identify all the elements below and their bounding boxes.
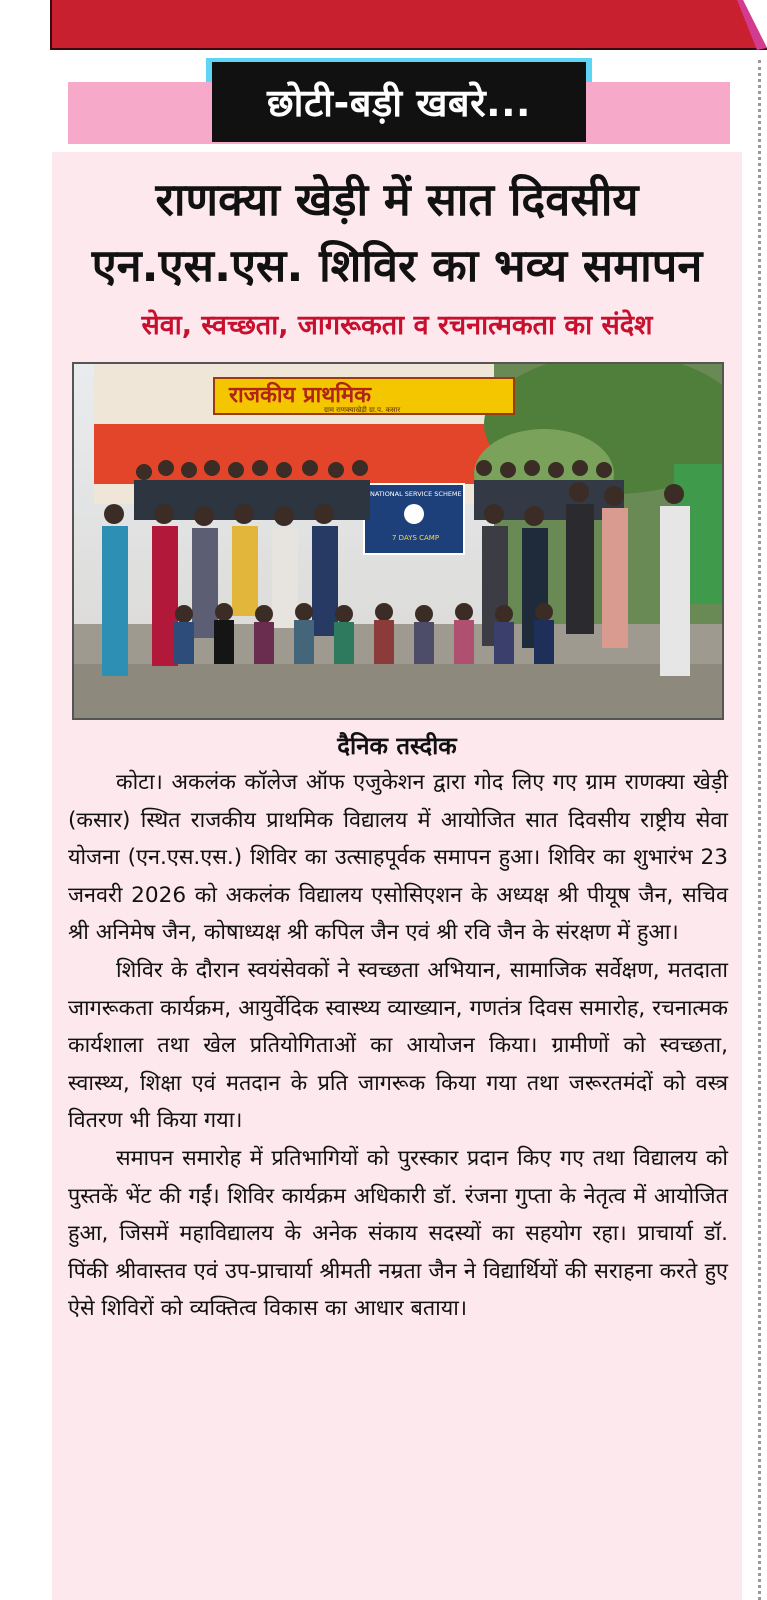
dateline: दैनिक तस्दीक bbox=[337, 732, 457, 760]
nss-banner-sub: 7 DAYS CAMP bbox=[392, 534, 440, 542]
subheadline: सेवा, स्वच्छता, जागरूकता व रचनात्मकता का संदेश bbox=[141, 310, 653, 341]
group-photo-scene bbox=[74, 364, 724, 720]
article-body bbox=[68, 764, 728, 1328]
corner-fold bbox=[707, 0, 767, 50]
paragraph-1: कोटा। अकलंक कॉलेज ऑफ एजुकेशन द्वारा गोद लिए गए ग्राम राणक्या खेड़ी (कसार) स्थित राजकीय प्राथमिक विद्यालय में आयोजित सात दिवसीय राष्ट्रीय सेवा योजना (एन.एस.एस.) शिविर का उत्साहपूर्वक समापन हुआ। शिविर का शुभारंभ 23 जनवरी 2026 को अकलंक विद्यालय एसोसिएशन के अध्यक्ष श्री पीयूष जैन, सचिव श्री अनिमेष जैन, कोषाध्यक्ष श्री कपिल जैन एवं श्री रवि जैन के संरक्षण में हुआ। bbox=[68, 770, 728, 946]
nss-banner-title: NATIONAL SERVICE SCHEME bbox=[370, 490, 462, 498]
headline-line-2: एन.एस.एस. शिविर का भव्य समापन bbox=[91, 239, 703, 292]
school-sign-text: राजकीय प्राथमिक bbox=[229, 383, 372, 408]
school-sign-subtext: ग्राम राणक्याखेड़ी ग्रा.प. कसार bbox=[324, 406, 401, 414]
top-red-band bbox=[50, 0, 767, 50]
headline-line-1: राणक्या खेड़ी में सात दिवसीय bbox=[155, 173, 639, 226]
section-label: छोटी-बड़ी खबरे... bbox=[212, 62, 586, 142]
news-article bbox=[52, 152, 742, 1600]
dotted-column-border bbox=[758, 60, 761, 1600]
paragraph-3: समापन समारोह में प्रतिभागियों को पुरस्कार प्रदान किए गए तथा विद्यालय को पुस्तकें भेंट की गईं। शिविर कार्यक्रम अधिकारी डॉ. रंजना गुप्ता के नेतृत्व में आयोजित हुआ, जिसमें महाविद्यालय के अनेक संकाय सदस्यों का सहयोग रहा। प्राचार्या डॉ. पिंकी श्रीवास्तव एवं उप-प्राचार्या श्रीमती नम्रता जैन ने विद्यार्थियों की सराहना करते हुए ऐसे शिविरों को व्यक्तित्व विकास का आधार बताया। bbox=[68, 1145, 728, 1322]
paragraph-2: शिविर के दौरान स्वयंसेवकों ने स्वच्छता अभियान, सामाजिक सर्वेक्षण, मतदाता जागरूकता कार्यक्रम, आयुर्वेदिक स्वास्थ्य व्याख्यान, गणतंत्र दिवस समारोह, रचनात्मक कार्यशाला तथा खेल प्रतियोगिताओं का आयोजन किया। ग्रामीणों को स्वच्छता, स्वास्थ्य, शिक्षा एवं मतदान के प्रति जागरूक किया गया तथा जरूरतमंदों को वस्त्र वितरण भी किया गया। bbox=[68, 957, 728, 1134]
group-photo bbox=[72, 362, 724, 720]
